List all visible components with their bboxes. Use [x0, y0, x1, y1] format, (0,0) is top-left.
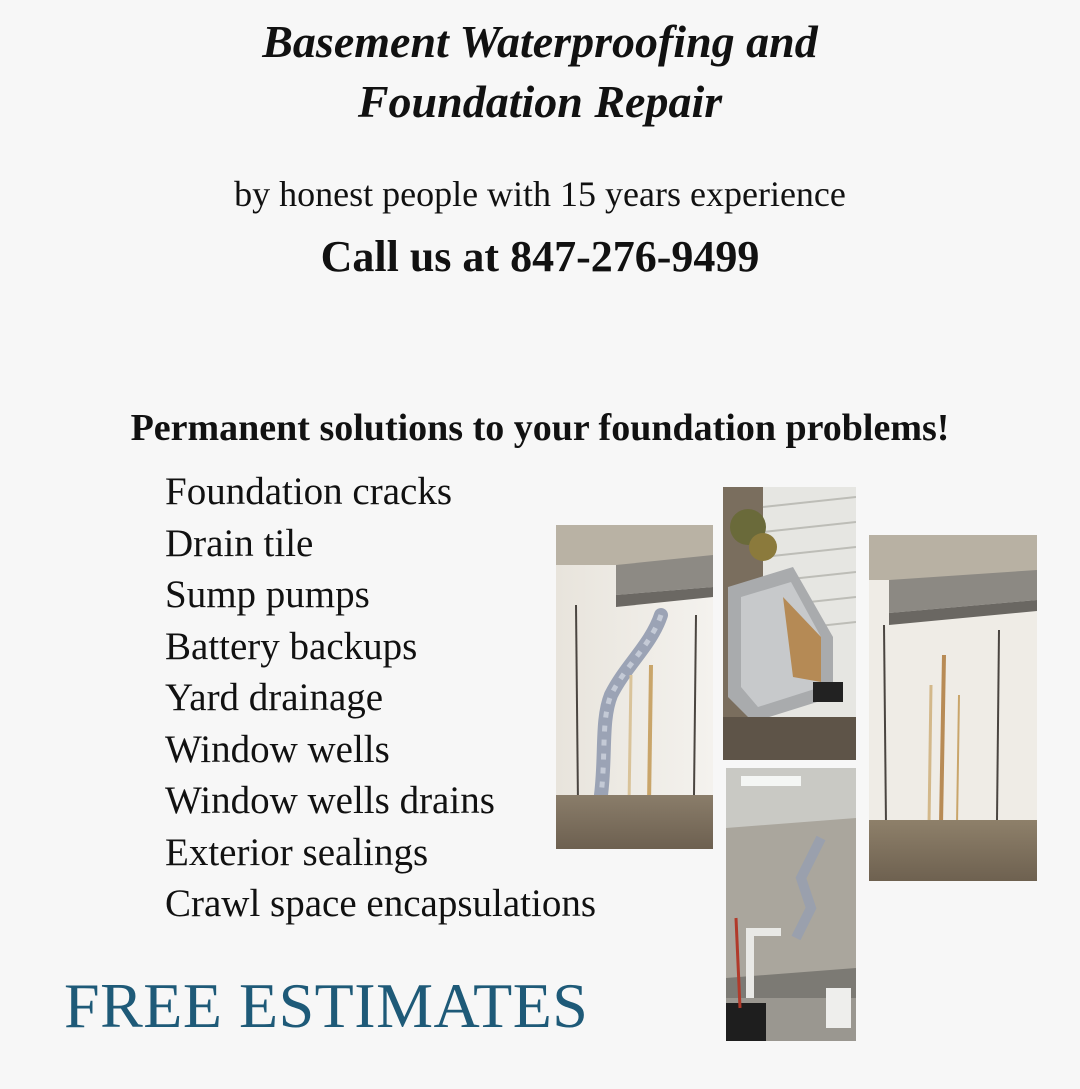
- title-line-2: Foundation Repair: [357, 76, 723, 127]
- headline: Permanent solutions to your foundation problems!: [130, 407, 950, 449]
- phone-prefix: Call us at: [320, 232, 511, 281]
- service-item: Drain tile: [165, 521, 314, 565]
- subtitle: by honest people with 15 years experience: [234, 174, 846, 214]
- window-well-photo: [723, 487, 856, 760]
- flyer-title: [0, 12, 1080, 132]
- service-item: Window wells drains: [165, 779, 495, 822]
- basement-crawl-space-photo: [726, 768, 856, 1041]
- free-estimates-cta: FREE ESTIMATES: [64, 970, 589, 1041]
- service-item: Battery backups: [165, 624, 418, 668]
- service-item: Window wells: [165, 727, 390, 771]
- phone-number[interactable]: 847-276-9499: [510, 232, 760, 281]
- service-item: Foundation cracks: [165, 470, 453, 513]
- services-list: [165, 466, 596, 930]
- basement-wall-crack-repair-photo: [556, 525, 713, 849]
- service-item: Crawl space encapsulations: [165, 882, 597, 925]
- service-item: Yard drainage: [165, 676, 384, 719]
- service-item: Sump pumps: [165, 573, 370, 616]
- basement-wall-before-repair-photo: [869, 535, 1037, 881]
- phone-line: [0, 230, 1080, 284]
- title-line-1: Basement Waterproofing and: [262, 16, 818, 67]
- service-item: Exterior sealings: [165, 830, 429, 874]
